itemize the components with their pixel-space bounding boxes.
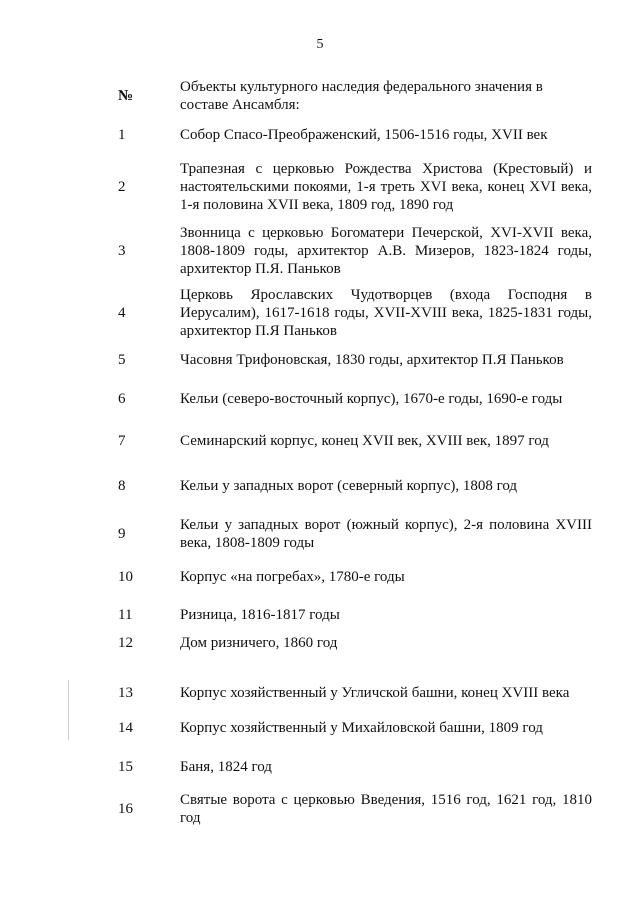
table-row — [0, 606, 640, 624]
row-description: Часовня Трифоновская, 1830 годы, архитектор П.Я Паньков — [180, 352, 564, 368]
table-row — [0, 516, 640, 552]
row-description: Кельи у западных ворот (северный корпус), 1808 год — [180, 478, 518, 494]
row-description: Корпус «на погребах», 1780-е годы — [180, 569, 405, 585]
row-number: 13 — [118, 684, 133, 701]
table-row — [0, 758, 640, 776]
table-row — [0, 432, 640, 450]
row-number: 5 — [118, 351, 126, 368]
row-description: Кельи у западных ворот (южный корпус), 2-я половина XVIII века, 1808-1809 годы — [180, 517, 592, 551]
row-number: 6 — [118, 390, 126, 407]
table-row — [0, 568, 640, 586]
table-row — [0, 224, 640, 278]
table-row — [0, 351, 640, 369]
row-description: Ризница, 1816-1817 годы — [180, 607, 340, 623]
row-description: Баня, 1824 год — [180, 759, 272, 775]
row-description: Собор Спасо-Преображенский, 1506-1516 годы, XVII век — [180, 127, 548, 143]
row-number: 15 — [118, 758, 133, 775]
row-number: 8 — [118, 477, 126, 494]
row-description: Звонница с церковью Богоматери Печерской, XVI-XVII века, 1808-1809 годы, архитектор А.В. Мизеров, 1823-1824 годы, архитектор П.Я. Паньков — [180, 225, 592, 277]
row-number: 10 — [118, 568, 133, 585]
table-row — [0, 160, 640, 214]
row-description: Дом ризничего, 1860 год — [180, 635, 338, 651]
row-number: 1 — [118, 126, 126, 143]
table-row — [0, 684, 640, 702]
row-description: Корпус хозяйственный у Угличской башни, конец XVIII века — [180, 685, 570, 701]
row-description: Кельи (северо-восточный корпус), 1670-е годы, 1690-е годы — [180, 391, 563, 407]
table-header — [0, 78, 640, 114]
row-number: 2 — [118, 178, 126, 195]
table-row — [0, 286, 640, 340]
row-number: 3 — [118, 242, 126, 259]
row-number: 7 — [118, 432, 126, 449]
row-description: Трапезная с церковью Рождества Христова (Крестовый) и настоятельскими покоями, 1-я треть XVI века, конец XVI века, 1-я половина XVII века, 1809 год, 1890 год — [180, 161, 592, 213]
row-description: Церковь Ярославских Чудотворцев (входа Господня в Иерусалим), 1617-1618 годы, XVII-XVIII века, 1825-1831 годы, архитектор П.Я Паньков — [180, 287, 592, 339]
header-number-label: № — [118, 87, 134, 104]
row-description: Корпус хозяйственный у Михайловской башни, 1809 год — [180, 720, 543, 736]
table-row — [0, 390, 640, 408]
table-row — [0, 634, 640, 652]
row-description: Святые ворота с церковью Введения, 1516 год, 1621 год, 1810 год — [180, 792, 592, 826]
table-row — [0, 477, 640, 495]
row-number: 9 — [118, 525, 126, 542]
table-row — [0, 791, 640, 827]
row-number: 14 — [118, 719, 133, 736]
row-number: 4 — [118, 304, 126, 321]
row-description: Семинарский корпус, конец XVII век, XVIII век, 1897 год — [180, 433, 549, 449]
header-title: Объекты культурного наследия федерального значения в составе Ансамбля: — [180, 79, 543, 113]
table-row — [0, 126, 640, 144]
row-number: 16 — [118, 800, 133, 817]
row-number: 11 — [118, 606, 133, 623]
table-row — [0, 719, 640, 737]
page-number: 5 — [316, 37, 324, 52]
row-number: 12 — [118, 634, 133, 651]
